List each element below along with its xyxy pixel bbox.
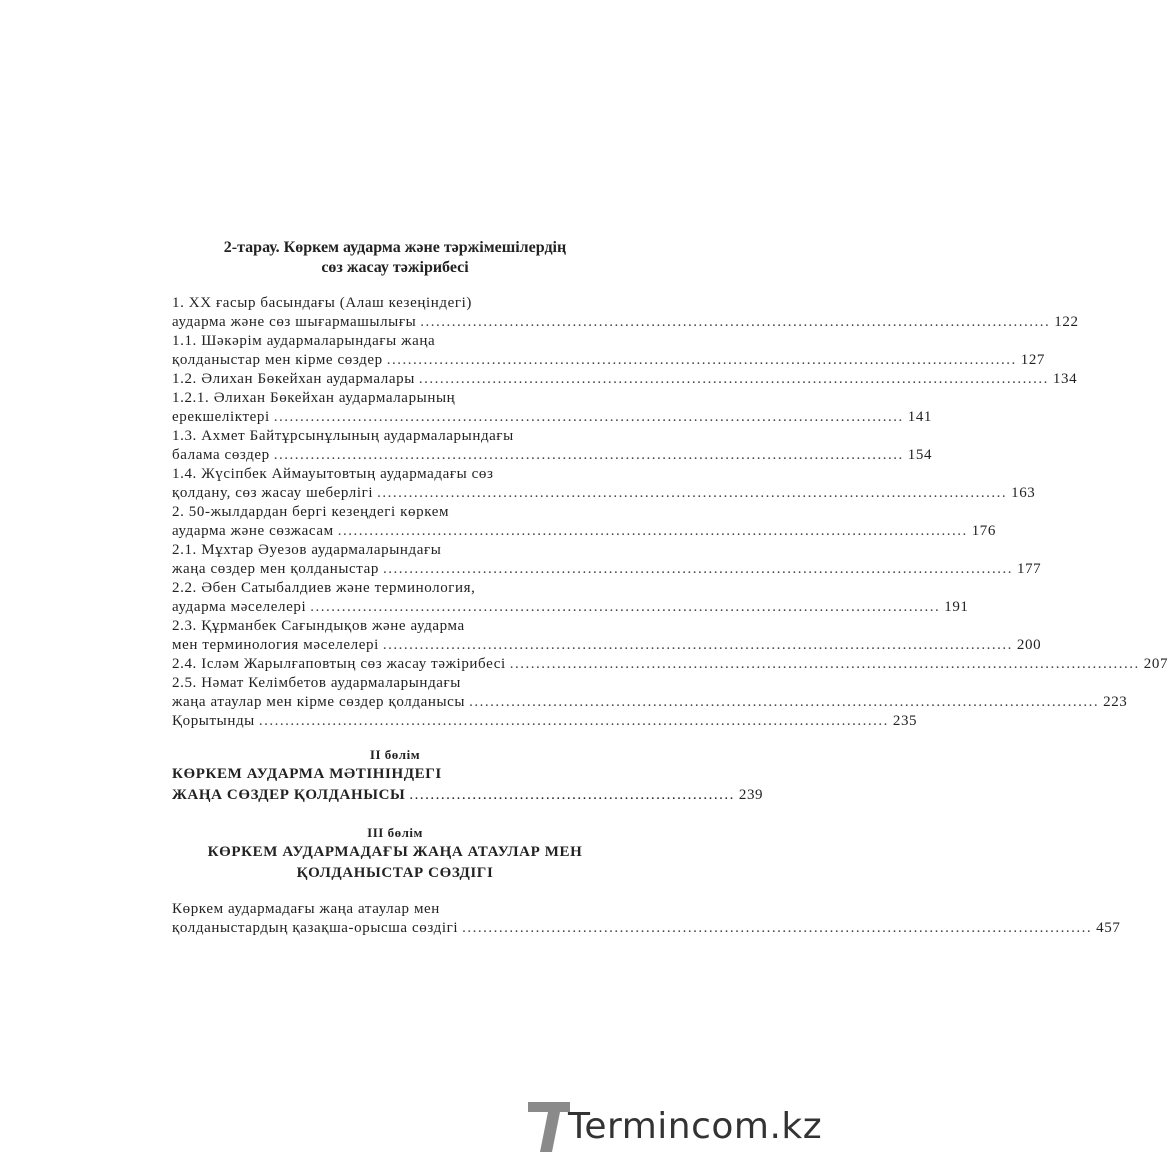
leader-dots: ........................................................................................................................ [382, 637, 1013, 653]
chapter-title [170, 238, 620, 278]
part-3-section [170, 824, 620, 884]
toc-line-text: ерекшеліктері [172, 409, 270, 425]
toc-page-number: 163 [1011, 485, 1036, 501]
leader-dots: ........................................................................................................................ [382, 561, 1013, 577]
toc-line[interactable] [172, 313, 1079, 332]
toc-line-text: аударма мәселелері [172, 599, 307, 615]
toc-line-text: аударма және сөз шығармашылығы [172, 314, 417, 330]
part-2-title-text-1: КӨРКЕМ АУДАРМА МӘТІНІНДЕГІ [172, 766, 442, 782]
toc-line[interactable] [172, 636, 1042, 655]
dictionary-line [172, 900, 618, 919]
toc-line[interactable] [172, 598, 969, 617]
part-2-title-line-1[interactable] [170, 764, 620, 785]
chapter-title-line-1: 2-тарау. Көркем аудармa және тәржімешілердің [223, 239, 567, 256]
dictionary-line-text: Көркем аудармадағы жаңа атаулар мен [172, 901, 440, 917]
toc-line-text: 2.1. Мұхтар Әуезов аудармаларындағы [172, 542, 442, 558]
toc-line[interactable] [172, 484, 1036, 503]
toc-line[interactable] [172, 408, 933, 427]
toc-page-number: 223 [1103, 694, 1128, 710]
toc-line [172, 427, 618, 446]
toc-line-text: 2.3. Құрманбек Сағындықов және аударма [172, 618, 465, 634]
toc-line-text: мен терминология мәселелері [172, 637, 379, 653]
toc-line[interactable] [172, 351, 1046, 370]
toc-line [172, 541, 618, 560]
toc-line[interactable] [172, 370, 1078, 389]
leader-dots: ........................................................................................................................ [462, 920, 1093, 936]
part-3-label: III бөлім [367, 825, 423, 840]
leader-dots: ........................................................................................................................ [418, 371, 1049, 387]
leader-dots: ........................................................................................................................ [273, 409, 904, 425]
toc-page-number: 141 [907, 409, 933, 425]
chapter-title-line-2: сөз жасау тәжірибесі [321, 259, 469, 276]
leader-dots: ........................................................................................................................ [469, 694, 1100, 710]
toc-line [172, 389, 618, 408]
toc-line[interactable] [172, 693, 1128, 712]
part-3-title-line-1: КӨРКЕМ АУДАРМАДАҒЫ ЖАҢА АТАУЛАР МЕН [207, 844, 583, 860]
leader-dots: ........................................................................................................................ [377, 485, 1008, 501]
toc-line-text: 2. 50-жылдардан бергі кезеңдегі көркем [172, 504, 450, 520]
toc-page-number: 191 [944, 599, 969, 615]
toc-line[interactable] [172, 522, 997, 541]
toc-line [172, 674, 618, 693]
table-of-contents [172, 294, 1168, 731]
toc-line-text: Қорытынды [172, 713, 255, 729]
toc-line-text: балама сөздер [172, 447, 270, 463]
dictionary-line-text: қолданыстардың қазақша-орысша сөздігі [172, 920, 459, 936]
dictionary-line[interactable] [172, 919, 1121, 938]
leader-dots: .............................................................. [409, 787, 735, 803]
dictionary-page-number: 457 [1096, 920, 1121, 936]
part-2-title-line-2[interactable] [170, 785, 764, 806]
toc-line[interactable] [172, 655, 1168, 674]
toc-line-text: қолданыстар мен кірме сөздер [172, 352, 383, 368]
toc-line-text: 1. XX ғасыр басындағы (Алаш кезеңіндегі) [172, 295, 472, 311]
toc-line-text: 2.5. Нәмат Келімбетов аудармаларындағы [172, 675, 461, 691]
toc-page-number: 207 [1143, 656, 1168, 672]
part-2-label: II бөлім [369, 747, 421, 762]
leader-dots: ........................................................................................................................ [258, 713, 889, 729]
part-2-page-number: 239 [738, 787, 764, 803]
toc-line-text: жаңа атаулар мен кірме сөздер қолданысы [172, 694, 466, 710]
toc-page-number: 154 [907, 447, 933, 463]
part-3-title-line-2: ҚОЛДАНЫСТАР СӨЗДІГІ [296, 865, 494, 881]
leader-dots: ........................................................................................................................ [386, 352, 1017, 368]
part-2-title-text-2: ЖАҢА СӨЗДЕР ҚОЛДАНЫСЫ [172, 787, 406, 803]
toc-line-text: 2.2. Әбен Сатыбалдиев және терминология, [172, 580, 476, 596]
leader-dots: ........................................................................................................................ [273, 447, 904, 463]
toc-line-text: 1.2. Әлихан Бөкейхан аудармалары [172, 371, 415, 387]
toc-line-text: жаңа сөздер мен қолданыстар [172, 561, 379, 577]
toc-line[interactable] [172, 446, 933, 465]
toc-line [172, 294, 618, 313]
toc-page-number: 177 [1016, 561, 1042, 577]
toc-line-text: аударма және сөзжасам [172, 523, 334, 539]
dictionary-entry [172, 900, 1121, 938]
toc-line-text: 1.2.1. Әлихан Бөкейхан аудармаларының [172, 390, 456, 406]
toc-line-text: 1.4. Жүсіпбек Аймауытовтың аудармадағы сөз [172, 466, 494, 482]
toc-line [172, 332, 618, 351]
toc-line [172, 465, 618, 484]
toc-page-number: 176 [971, 523, 997, 539]
toc-page-number: 134 [1052, 371, 1078, 387]
toc-line-text: 1.3. Ахмет Байтұрсынұлының аудармаларындағы [172, 428, 514, 444]
site-logo[interactable] [528, 1096, 823, 1156]
toc-line-text: қолдану, сөз жасау шеберлігі [172, 485, 374, 501]
toc-line [172, 579, 618, 598]
part-2-section [170, 746, 764, 806]
leader-dots: ........................................................................................................................ [337, 523, 968, 539]
toc-line [172, 617, 618, 636]
leader-dots: ........................................................................................................................ [420, 314, 1051, 330]
toc-page-number: 127 [1020, 352, 1046, 368]
toc-page-number: 200 [1016, 637, 1042, 653]
toc-line [172, 503, 618, 522]
toc-line-text: 2.4. Ісләм Жарылғаповтың сөз жасау тәжірибесі [172, 656, 506, 672]
toc-line-text: 1.1. Шәкәрім аудармаларындағы жаңа [172, 333, 436, 349]
toc-page-number: 235 [892, 713, 918, 729]
logo-text: Termincom.kz [568, 1106, 823, 1147]
toc-line[interactable] [172, 712, 918, 731]
leader-dots: ........................................................................................................................ [310, 599, 941, 615]
toc-page-number: 122 [1054, 314, 1079, 330]
toc-line[interactable] [172, 560, 1042, 579]
leader-dots: ........................................................................................................................ [509, 656, 1140, 672]
